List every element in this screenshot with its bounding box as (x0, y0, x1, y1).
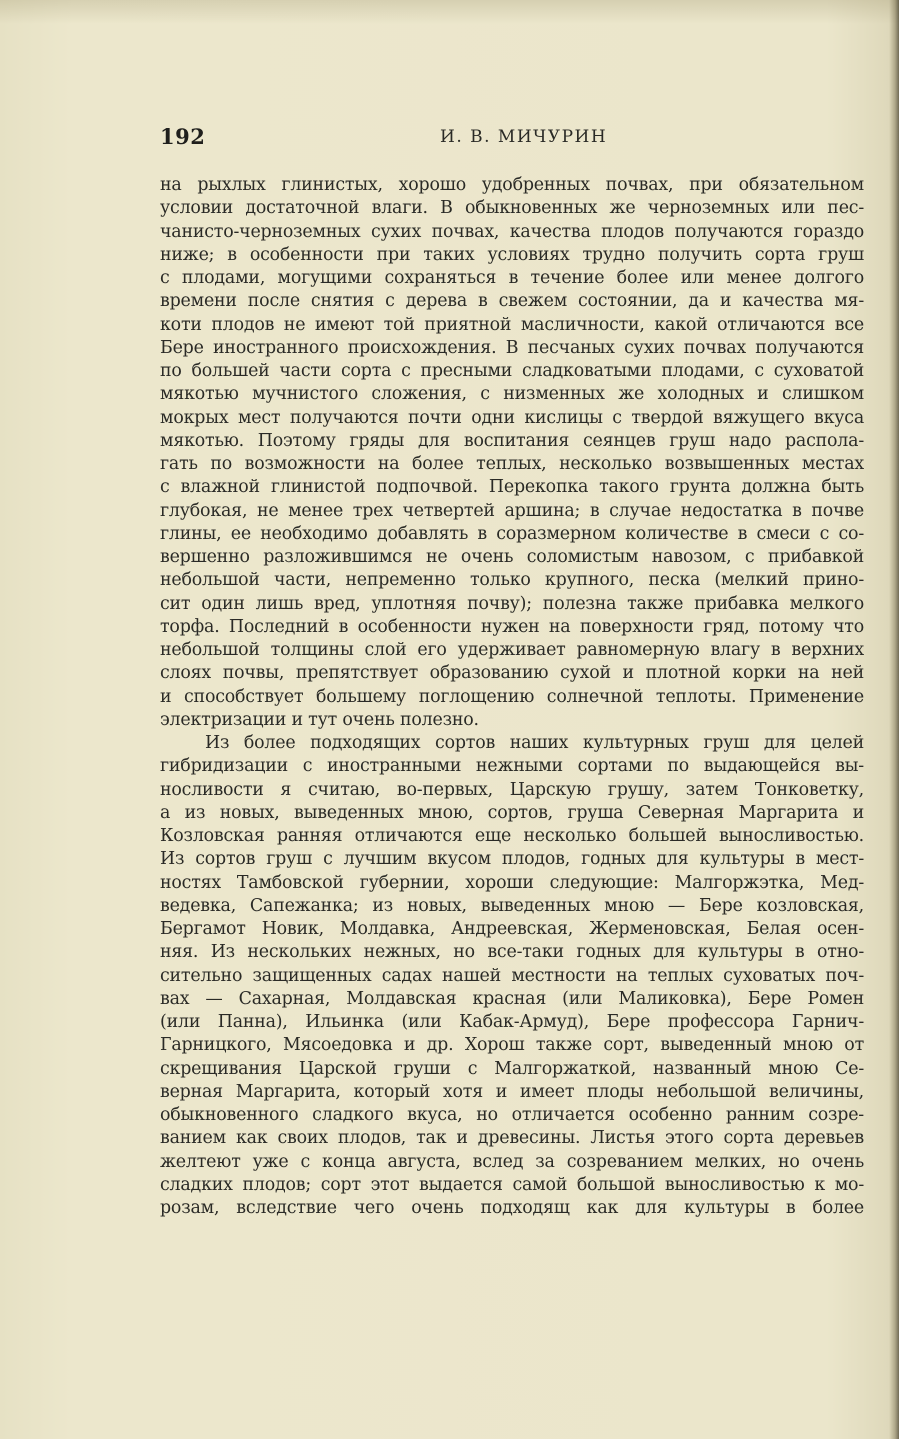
text-line: Бергамот Новик, Молдавка, Андреевская, Жерменовская, Белая осен- (160, 919, 864, 939)
text-line: мякотью. Поэтому гряды для воспитания сеянцев груш надо распола- (160, 430, 864, 451)
text-line: носливости я считаю, во-первых, Царскую грушу, затем Тонковетку, (160, 779, 864, 800)
text-line: коти плодов не имеют той приятной масличности, какой отличаются все (160, 314, 864, 335)
text-line: желтеют уже с конца августа, вслед за созреванием мелких, но очень (160, 1151, 864, 1172)
text-line: ванием как своих плодов, так и древесины. Листья этого сорта деревьев (160, 1128, 864, 1149)
text-line: мокрых мест получаются почти одни кислицы с твердой вяжущего вкуса (160, 407, 864, 428)
text-line: Бере иностранного происхождения. В песчаных сухих почвах получаются (160, 337, 864, 358)
text-line: на рыхлых глинистых, хорошо удобренных почвах, при обязательном (160, 175, 864, 195)
text-line: верная Маргарита, который хотя и имеет плоды небольшой величины, (160, 1081, 864, 1102)
paragraph-first-line: Из более подходящих сортов наших культурных груш для целей (205, 733, 864, 753)
text-line: вершенно разложившимся не очень соломистым навозом, с прибавкой (160, 547, 864, 567)
paragraph-last-line: электризации и тут очень полезно. (160, 709, 479, 730)
text-line: торфа. Последний в особенности нужен на поверхности гряд, потому что (160, 616, 864, 637)
text-line: скрещивания Царской груши с Малгоржаткой, названный мною Се- (160, 1058, 864, 1079)
text-line: условии достаточной влаги. В обыкновенных же черноземных или пес- (160, 198, 864, 219)
text-line: гать по возможности на более теплых, несколько возвышенных местах (160, 454, 864, 474)
text-line: слоях почвы, препятствует образованию сухой и плотной корки на ней (160, 663, 864, 684)
scan-binding-edge (889, 0, 899, 1439)
text-line: ниже; в особенности при таких условиях трудно получить сорта груш (160, 244, 864, 265)
scan-top-shadow (0, 0, 899, 24)
text-line: небольшой части, непременно только крупного, песка (мелкий прино- (160, 570, 864, 591)
text-line: по большей части сорта с пресными сладковатыми плодами, с суховатой (160, 361, 864, 381)
text-line: Гарницкого, Мясоедовка и др. Хорош также сорт, выведенный мною от (160, 1035, 864, 1056)
running-head: И. В. МИЧУРИН (440, 127, 608, 147)
text-line: чанисто-черноземных сухих почвах, качества плодов получаются гораздо (160, 221, 864, 242)
text-line: сительно защищенных садах нашей местности на теплых суховатых поч- (160, 965, 864, 986)
text-line: глубокая, не менее трех четвертей аршина; в случае недостатка в почве (160, 500, 864, 521)
text-line: а из новых, выведенных мною, сортов, груша Северная Маргарита и (160, 802, 864, 823)
text-line: гибридизации с иностранными нежными сортами по выдающейся вы- (160, 756, 864, 777)
text-line: сит один лишь вред, уплотняя почву); полезна также прибавка мелкого (160, 593, 864, 614)
text-line: обыкновенного сладкого вкуса, но отличается особенно ранним созре- (160, 1105, 864, 1125)
text-line: розам, вследствие чего очень подходящ как для культуры в более (160, 1198, 864, 1218)
text-line: небольшой толщины слой его удерживает равномерную влагу в верхних (160, 640, 864, 660)
text-line: вах — Сахарная, Молдавская красная (или Маликовка), Бере Ромен (160, 988, 864, 1009)
page-number: 192 (160, 124, 206, 149)
text-line: сладких плодов; сорт этот выдается самой большой выносливостью к мо- (160, 1174, 864, 1195)
text-line: с плодами, могущими сохраняться в течение более или менее долгого (160, 268, 864, 288)
page-header (160, 124, 866, 154)
text-line: с влажной глинистой подпочвой. Перекопка такого грунта должна быть (160, 477, 864, 498)
body-text (160, 174, 864, 1220)
text-line: Козловская ранняя отличаются еще несколько большей выносливостью. (160, 826, 864, 846)
text-line: мякотью мучнистого сложения, с низменных же холодных и слишком (160, 384, 864, 405)
text-line: Из сортов груш с лучшим вкусом плодов, годных для культуры в мест- (160, 849, 864, 870)
text-line: времени после снятия с дерева в свежем состоянии, да и качества мя- (160, 291, 864, 312)
text-line: ностях Тамбовской губернии, хороши следующие: Малгоржэтка, Мед- (160, 872, 864, 893)
text-line: няя. Из нескольких нежных, но все-таки годных для культуры в отно- (160, 942, 864, 963)
text-line: и способствует большему поглощению солнечной теплоты. Применение (160, 686, 864, 707)
text-line: глины, ее необходимо добавлять в соразмерном количестве в смеси с со- (160, 523, 864, 544)
text-line: (или Панна), Ильинка (или Кабак-Армуд), Бере профессора Гарнич- (160, 1012, 864, 1032)
text-line: ведевка, Сапежанка; из новых, выведенных мною — Бере козловская, (160, 895, 864, 916)
